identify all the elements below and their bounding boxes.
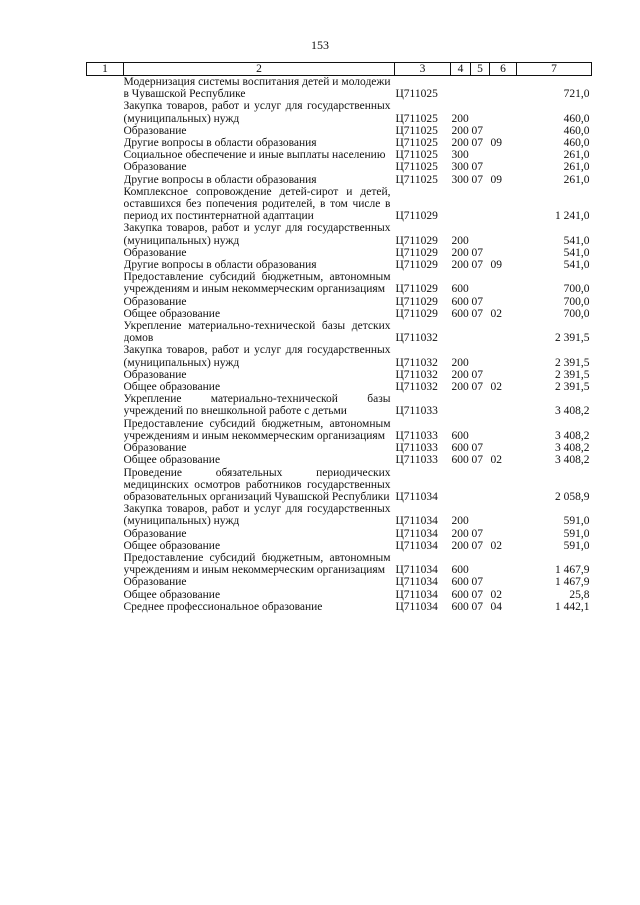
row-amount: 700,0 [563, 295, 590, 308]
row-amount: 541,0 [563, 246, 590, 259]
row-section: 07 [471, 137, 483, 150]
row-subsection: 04 [490, 600, 502, 613]
row-target-code: Ц711034 [395, 539, 438, 552]
row-target-code: Ц711029 [395, 246, 438, 259]
row-section: 07 [471, 259, 483, 272]
row-name: Общее образование [123, 588, 221, 601]
table-row [87, 137, 592, 149]
row-amount: 460,0 [563, 124, 590, 137]
row-section: 07 [471, 527, 483, 540]
row-amount: 541,0 [563, 259, 590, 272]
row-expense-type: 600 [451, 600, 469, 613]
row-target-code: Ц711025 [395, 88, 438, 101]
row-amount: 700,0 [563, 283, 590, 296]
row-index-cell [87, 503, 124, 527]
row-name: Закупка товаров, работ и услуг для государственных (муниципальных) нужд [123, 222, 391, 247]
table-row [87, 503, 592, 527]
table-row [87, 149, 592, 161]
row-target-code: Ц711032 [395, 356, 438, 369]
row-expense-type: 600 [451, 442, 469, 455]
row-amount: 2 391,5 [555, 332, 590, 345]
row-index-cell [87, 576, 124, 588]
row-name: Образование [123, 161, 187, 174]
row-index-cell [87, 381, 124, 393]
row-subsection [490, 344, 517, 368]
row-target-code: Ц711034 [395, 564, 438, 577]
row-expense-type: 300 [451, 161, 469, 174]
row-expense-type: 600 [451, 454, 469, 467]
row-section [471, 186, 490, 223]
header-col-1: 1 [87, 63, 124, 76]
row-name: Другие вопросы в области образования [123, 137, 317, 150]
row-subsection [490, 125, 517, 137]
row-name: Укрепление материально-технической базы детских домов [123, 320, 391, 345]
header-col-7: 7 [517, 63, 592, 76]
row-subsection [490, 528, 517, 540]
row-subsection [490, 503, 517, 527]
row-amount: 2 391,5 [555, 368, 590, 381]
row-target-code: Ц711034 [395, 600, 438, 613]
row-index-cell [87, 601, 124, 613]
row-expense-type: 200 [451, 112, 469, 125]
row-amount: 591,0 [563, 539, 590, 552]
row-subsection [490, 100, 517, 124]
row-index-cell [87, 259, 124, 271]
table-row [87, 369, 592, 381]
table-header [87, 63, 592, 76]
row-subsection [490, 186, 517, 223]
page-number: 153 [311, 38, 329, 52]
row-name: Образование [123, 124, 187, 137]
row-section: 07 [471, 576, 483, 589]
row-index-cell [87, 528, 124, 540]
row-index-cell [87, 552, 124, 576]
row-subsection [490, 161, 517, 173]
row-expense-type: 200 [451, 368, 469, 381]
row-subsection [490, 247, 517, 259]
row-name: Образование [123, 246, 187, 259]
row-target-code: Ц711032 [395, 381, 438, 394]
table-row [87, 247, 592, 259]
row-name: Проведение обязательных периодических медицинских осмотров работников государственных образовательных организаций Чувашской Республики [123, 466, 391, 503]
row-name: Общее образование [123, 381, 221, 394]
row-amount: 700,0 [563, 307, 590, 320]
row-index-cell [87, 125, 124, 137]
row-subsection: 09 [490, 173, 502, 186]
row-target-code: Ц711025 [395, 137, 438, 150]
row-name: Общее образование [123, 539, 221, 552]
row-name: Другие вопросы в области образования [123, 259, 317, 272]
row-index-cell [87, 442, 124, 454]
row-index-cell [87, 161, 124, 173]
table-row [87, 344, 592, 368]
row-amount: 460,0 [563, 137, 590, 150]
table-row [87, 100, 592, 124]
row-index-cell [87, 247, 124, 259]
table-row [87, 161, 592, 173]
row-section [471, 393, 490, 417]
row-section: 07 [471, 246, 483, 259]
row-subsection [490, 393, 517, 417]
row-expense-type: 600 [451, 295, 469, 308]
row-section [471, 552, 490, 576]
row-subsection [490, 442, 517, 454]
row-target-code: Ц711029 [395, 259, 438, 272]
row-section: 07 [471, 368, 483, 381]
row-amount: 2 391,5 [555, 381, 590, 394]
table-row [87, 528, 592, 540]
row-section [471, 149, 490, 161]
row-target-code: Ц711033 [395, 429, 438, 442]
row-target-code: Ц711029 [395, 295, 438, 308]
row-section [471, 320, 490, 344]
row-target-code: Ц711034 [395, 527, 438, 540]
row-expense-type: 200 [451, 234, 469, 247]
row-subsection [490, 222, 517, 246]
row-amount: 460,0 [563, 112, 590, 125]
row-target-code: Ц711029 [395, 210, 438, 223]
row-expense-type: 600 [451, 307, 469, 320]
row-name: Предоставление субсидий бюджетным, автономным учреждениям и иным некоммерческим организациям [123, 417, 391, 442]
row-expense-type [451, 467, 471, 504]
row-target-code: Ц711025 [395, 112, 438, 125]
row-subsection: 02 [490, 539, 502, 552]
row-section: 07 [471, 381, 483, 394]
row-subsection [490, 576, 517, 588]
row-amount: 591,0 [563, 515, 590, 528]
row-target-code: Ц711034 [395, 490, 438, 503]
row-section [471, 503, 490, 527]
row-section [471, 222, 490, 246]
table-row [87, 222, 592, 246]
row-amount: 721,0 [563, 88, 590, 101]
row-section [471, 344, 490, 368]
table-body [87, 76, 592, 613]
row-index-cell [87, 369, 124, 381]
row-section: 07 [471, 173, 483, 186]
row-subsection [490, 76, 517, 101]
row-index-cell [87, 174, 124, 186]
row-index-cell [87, 149, 124, 161]
row-subsection [490, 296, 517, 308]
row-index-cell [87, 76, 124, 101]
table-row [87, 76, 592, 101]
row-amount: 1 467,9 [555, 564, 590, 577]
table-row [87, 381, 592, 393]
row-amount: 25,8 [569, 588, 590, 601]
row-index-cell [87, 308, 124, 320]
row-name: Образование [123, 576, 187, 589]
row-index-cell [87, 222, 124, 246]
row-expense-type: 600 [451, 588, 469, 601]
row-index-cell [87, 540, 124, 552]
row-target-code: Ц711029 [395, 283, 438, 296]
row-section: 07 [471, 307, 483, 320]
header-col-4: 4 [451, 63, 471, 76]
row-subsection [490, 467, 517, 504]
row-name: Общее образование [123, 454, 221, 467]
row-target-code: Ц711032 [395, 368, 438, 381]
row-name: Образование [123, 295, 187, 308]
table-row [87, 442, 592, 454]
row-expense-type: 200 [451, 381, 469, 394]
row-expense-type: 600 [451, 564, 469, 577]
row-expense-type [451, 186, 471, 223]
table-row [87, 186, 592, 223]
row-expense-type [451, 393, 471, 417]
row-amount: 3 408,2 [555, 429, 590, 442]
row-name: Среднее профессиональное образование [123, 600, 323, 613]
row-section [471, 100, 490, 124]
row-name: Закупка товаров, работ и услуг для государственных (муниципальных) нужд [123, 344, 391, 369]
row-name: Модернизация системы воспитания детей и молодежи в Чувашской Республике [123, 76, 391, 101]
row-subsection: 02 [490, 307, 502, 320]
header-col-6: 6 [490, 63, 517, 76]
row-section: 07 [471, 588, 483, 601]
row-amount: 1 467,9 [555, 576, 590, 589]
row-name: Общее образование [123, 307, 221, 320]
row-target-code: Ц711032 [395, 332, 438, 345]
row-amount: 3 408,2 [555, 405, 590, 418]
table-row [87, 540, 592, 552]
row-name: Образование [123, 442, 187, 455]
table-row [87, 174, 592, 186]
row-expense-type: 200 [451, 124, 469, 137]
row-target-code: Ц711029 [395, 307, 438, 320]
row-expense-type: 300 [451, 149, 469, 162]
table-row [87, 320, 592, 344]
table-row [87, 259, 592, 271]
row-subsection: 09 [490, 259, 502, 272]
row-index-cell [87, 344, 124, 368]
row-subsection: 02 [490, 454, 502, 467]
row-expense-type: 200 [451, 539, 469, 552]
row-subsection [490, 271, 517, 295]
row-name: Предоставление субсидий бюджетным, автономным учреждениям и иным некоммерческим организациям [123, 551, 391, 577]
table-row [87, 308, 592, 320]
row-amount: 1 241,0 [555, 210, 590, 223]
row-section: 07 [471, 161, 483, 174]
row-target-code: Ц711033 [395, 405, 438, 418]
row-section [471, 271, 490, 295]
row-index-cell [87, 589, 124, 601]
row-target-code: Ц711025 [395, 173, 438, 186]
row-target-code: Ц711033 [395, 442, 438, 455]
row-target-code: Ц711034 [395, 576, 438, 589]
row-amount: 541,0 [563, 234, 590, 247]
table-row [87, 576, 592, 588]
header-row [87, 63, 592, 76]
row-subsection: 02 [490, 588, 502, 601]
row-expense-type: 600 [451, 576, 469, 589]
row-section [471, 467, 490, 504]
table-row [87, 271, 592, 295]
row-subsection: 09 [490, 137, 502, 150]
row-section: 07 [471, 124, 483, 137]
row-amount: 2 391,5 [555, 356, 590, 369]
row-name: Образование [123, 527, 187, 540]
budget-table [86, 62, 592, 613]
row-subsection: 02 [490, 381, 502, 394]
row-name: Социальное обеспечение и иные выплаты населению [123, 149, 386, 162]
row-target-code: Ц711033 [395, 454, 438, 467]
row-index-cell [87, 186, 124, 223]
row-subsection [490, 418, 517, 442]
row-target-code: Ц711029 [395, 234, 438, 247]
row-subsection [490, 552, 517, 576]
header-col-2: 2 [124, 63, 395, 76]
row-amount: 2 058,9 [555, 490, 590, 503]
table-row [87, 454, 592, 466]
row-name: Комплексное сопровождение детей-сирот и детей, оставшихся без попечения родителей, в том числе в период их постинтернатной адаптации [123, 185, 391, 223]
row-amount: 261,0 [563, 149, 590, 162]
row-section: 07 [471, 442, 483, 455]
row-index-cell [87, 467, 124, 504]
table-row [87, 589, 592, 601]
row-index-cell [87, 418, 124, 442]
row-name: Другие вопросы в области образования [123, 173, 317, 186]
row-target-code: Ц711025 [395, 124, 438, 137]
table-row [87, 418, 592, 442]
row-target-code: Ц711025 [395, 161, 438, 174]
row-subsection [490, 369, 517, 381]
row-index-cell [87, 137, 124, 149]
row-expense-type [451, 76, 471, 101]
row-section: 07 [471, 600, 483, 613]
row-expense-type: 200 [451, 515, 469, 528]
row-expense-type: 200 [451, 356, 469, 369]
row-index-cell [87, 271, 124, 295]
header-col-3: 3 [395, 63, 451, 76]
row-name: Закупка товаров, работ и услуг для государственных (муниципальных) нужд [123, 503, 391, 528]
table-row [87, 467, 592, 504]
table-row [87, 296, 592, 308]
row-target-code: Ц711034 [395, 515, 438, 528]
row-name: Предоставление субсидий бюджетным, автономным учреждениям и иным некоммерческим организациям [123, 271, 391, 296]
row-index-cell [87, 100, 124, 124]
table-row [87, 601, 592, 613]
row-amount: 3 408,2 [555, 454, 590, 467]
table-row [87, 393, 592, 417]
row-section [471, 418, 490, 442]
row-index-cell [87, 296, 124, 308]
row-amount: 3 408,2 [555, 442, 590, 455]
row-name: Образование [123, 368, 187, 381]
row-section: 07 [471, 454, 483, 467]
row-expense-type: 200 [451, 527, 469, 540]
row-index-cell [87, 393, 124, 417]
row-expense-type: 600 [451, 429, 469, 442]
row-name: Укрепление материально-технической базы учреждений по внешкольной работе с детьми [123, 393, 391, 418]
row-section [471, 76, 490, 101]
row-expense-type: 200 [451, 137, 469, 150]
row-section: 07 [471, 295, 483, 308]
row-name: Закупка товаров, работ и услуг для государственных (муниципальных) нужд [123, 100, 391, 125]
row-index-cell [87, 454, 124, 466]
row-expense-type [451, 320, 471, 344]
row-amount: 1 442,1 [555, 600, 590, 613]
row-amount: 261,0 [563, 173, 590, 186]
row-target-code: Ц711025 [395, 149, 438, 162]
row-expense-type: 200 [451, 246, 469, 259]
table-row [87, 552, 592, 576]
row-subsection [490, 320, 517, 344]
table-row [87, 125, 592, 137]
row-amount: 591,0 [563, 527, 590, 540]
budget-table-container [86, 62, 591, 613]
header-col-5: 5 [471, 63, 490, 76]
row-expense-type: 300 [451, 173, 469, 186]
row-index-cell [87, 320, 124, 344]
row-amount: 261,0 [563, 161, 590, 174]
row-target-code: Ц711034 [395, 588, 438, 601]
row-expense-type: 600 [451, 283, 469, 296]
row-subsection [490, 149, 517, 161]
row-section: 07 [471, 539, 483, 552]
row-expense-type: 200 [451, 259, 469, 272]
